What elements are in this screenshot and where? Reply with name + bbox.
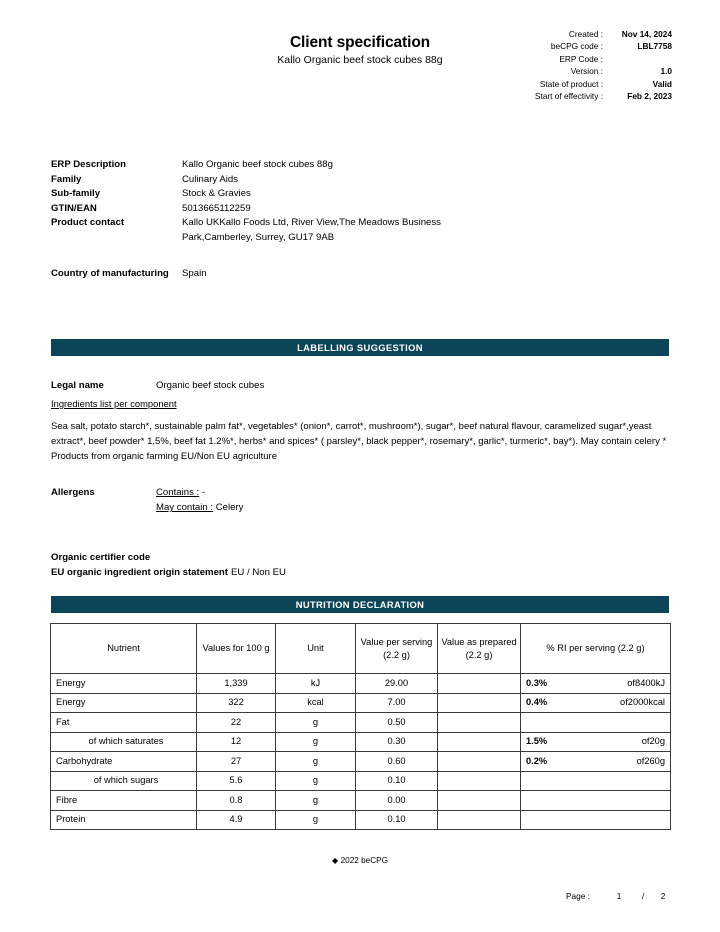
- organic-origin-value: EU / Non EU: [231, 566, 286, 578]
- allergens-may-contain-line: [156, 500, 243, 515]
- info-row-country: [51, 267, 481, 282]
- allergens-contains-value: -: [201, 487, 206, 498]
- ri-reference-base: of2000kcal: [620, 697, 665, 708]
- table-row: [51, 674, 671, 694]
- page-number-block: [566, 891, 672, 901]
- cell-value-per-serving: 7.00: [356, 693, 438, 713]
- cell-value-per-serving: 0.10: [356, 810, 438, 830]
- cell-unit: g: [276, 752, 356, 772]
- cell-value-as-prepared: [438, 810, 521, 830]
- page-number-current: 1: [616, 891, 622, 901]
- organic-block: [51, 551, 551, 580]
- table-row: [51, 732, 671, 752]
- ri-percentage: 0.2%: [526, 755, 548, 766]
- column-header: Value as prepared (2.2 g): [438, 624, 521, 674]
- section-banner-labelling-suggestion: LABELLING SUGGESTION: [51, 339, 669, 356]
- info-spacer: [51, 246, 481, 267]
- column-header: Nutrient: [51, 624, 197, 674]
- table-row: [51, 693, 671, 713]
- cell-nutrient-name: of which saturates: [51, 732, 197, 752]
- meta-row: [517, 28, 672, 40]
- page-number-label: Page :: [566, 891, 590, 901]
- info-value: 5013665112259: [182, 202, 251, 214]
- meta-row: [517, 53, 672, 65]
- table-row: [51, 771, 671, 791]
- info-value: Kallo UKKallo Foods Ltd, River View,The Meadows Business Park,Camberley, Surrey, GU17 9AB: [182, 217, 441, 243]
- organic-certifier-label: Organic certifier code: [51, 552, 151, 563]
- cell-unit: kcal: [276, 693, 356, 713]
- cell-value-100g: 5.6: [197, 771, 276, 791]
- diamond-icon: ◆: [332, 856, 339, 865]
- cell-nutrient-name: Fibre: [51, 791, 197, 811]
- cell-value-as-prepared: [438, 732, 521, 752]
- table-row: [51, 810, 671, 830]
- copyright-notice: [0, 855, 720, 865]
- legal-name-label: Legal name: [51, 380, 104, 391]
- ri-reference-base: of20g: [641, 736, 665, 747]
- cell-nutrient-name: Fat: [51, 713, 197, 733]
- ri-percentage: 0.4%: [526, 697, 548, 708]
- cell-value-as-prepared: [438, 752, 521, 772]
- ingredients-list-text: Sea salt, potato starch*, sustainable palm fat*, vegetables* (onion*, carrot*, mushroom*), sugar*, beef natural flavour, caramelized sugar*,yeast extract*, beef powder* 1,5%, beef fat 1.2%*, herbs* and spices* ( parsley*, black pepper*, rosemary*, garlic*, turmeric*, bay*). May contain celery * Products from organic farming EU/Non EU agriculture: [51, 421, 667, 462]
- organic-origin-label: EU organic ingredient origin statement: [51, 566, 228, 578]
- copyright-text: 2022 beCPG: [340, 856, 388, 865]
- cell-ri-per-serving: [521, 674, 671, 694]
- meta-label: Created :: [568, 29, 603, 39]
- cell-value-per-serving: 29.00: [356, 674, 438, 694]
- meta-value: 1.0: [660, 66, 672, 77]
- meta-value: Feb 2, 2023: [627, 91, 672, 102]
- meta-row: [517, 78, 672, 90]
- cell-unit: g: [276, 771, 356, 791]
- ri-percentage: 1.5%: [526, 736, 548, 747]
- page-number-total: 2: [660, 891, 666, 901]
- meta-row: [517, 40, 672, 52]
- section-banner-nutrition-declaration: NUTRITION DECLARATION: [51, 596, 669, 613]
- cell-ri-per-serving: [521, 732, 671, 752]
- product-info-block: [51, 158, 481, 281]
- allergens-contains-line: [156, 485, 243, 500]
- cell-value-per-serving: 0.50: [356, 713, 438, 733]
- meta-row: [517, 65, 672, 77]
- cell-value-100g: 0.8: [197, 791, 276, 811]
- cell-nutrient-name: Energy: [51, 693, 197, 713]
- cell-value-100g: 4.9: [197, 810, 276, 830]
- info-row: [51, 216, 481, 245]
- ri-reference-base: of260g: [636, 755, 665, 766]
- cell-unit: kJ: [276, 674, 356, 694]
- page-subtitle: Kallo Organic beef stock cubes 88g: [277, 54, 443, 66]
- table-row: [51, 713, 671, 733]
- cell-value-100g: 27: [197, 752, 276, 772]
- info-label: Product contact: [51, 217, 125, 229]
- cell-ri-per-serving: [521, 810, 671, 830]
- organic-origin-row: [51, 566, 551, 581]
- info-row: [51, 173, 481, 188]
- meta-value: LBL7758: [637, 41, 672, 52]
- meta-value: Nov 14, 2024: [621, 29, 672, 39]
- organic-certifier-row: [51, 551, 551, 566]
- ri-reference-base: of8400kJ: [627, 677, 665, 688]
- ingredients-list-heading: Ingredients list per component: [51, 398, 177, 409]
- ri-percentage: 0.3%: [526, 677, 548, 688]
- info-row: [51, 202, 481, 217]
- meta-label: Version :: [570, 66, 603, 77]
- info-label: ERP Description: [51, 159, 126, 170]
- info-value: Stock & Gravies: [182, 188, 251, 200]
- cell-nutrient-name: Energy: [51, 674, 197, 694]
- info-row: [51, 158, 481, 173]
- cell-ri-per-serving: [521, 693, 671, 713]
- cell-unit: g: [276, 810, 356, 830]
- meta-value: [610, 53, 672, 65]
- meta-label: ERP Code :: [559, 53, 603, 64]
- table-header-row: [51, 624, 671, 674]
- info-value-country: Spain: [182, 267, 207, 279]
- cell-value-as-prepared: [438, 713, 521, 733]
- legal-name-value: Organic beef stock cubes: [156, 380, 265, 391]
- info-label: Family: [51, 173, 82, 185]
- meta-row: [517, 90, 672, 102]
- cell-value-per-serving: 0.60: [356, 752, 438, 772]
- table-row: [51, 752, 671, 772]
- info-label: GTIN/EAN: [51, 202, 97, 214]
- cell-unit: g: [276, 713, 356, 733]
- meta-value: Valid: [652, 78, 672, 89]
- allergens-may-contain-label: May contain :: [156, 502, 214, 514]
- column-header: Values for 100 g: [197, 624, 276, 674]
- cell-ri-per-serving: [521, 713, 671, 733]
- cell-ri-per-serving: [521, 791, 671, 811]
- allergens-values: [156, 485, 243, 516]
- info-value: Kallo Organic beef stock cubes 88g: [182, 159, 333, 170]
- page-title: Client specification: [289, 34, 431, 51]
- meta-label: beCPG code :: [550, 41, 603, 52]
- cell-ri-per-serving: [521, 771, 671, 791]
- cell-value-100g: 1,339: [197, 674, 276, 694]
- cell-ri-per-serving: [521, 752, 671, 772]
- cell-value-per-serving: 0.30: [356, 732, 438, 752]
- document-meta-table: [517, 28, 672, 102]
- info-label-country: Country of manufacturing: [51, 267, 169, 279]
- cell-value-100g: 12: [197, 732, 276, 752]
- allergens-may-contain-value: Celery: [215, 502, 244, 514]
- column-header: Value per serving (2.2 g): [356, 624, 438, 674]
- nutrition-declaration-table: [50, 623, 671, 830]
- allergens-contains-label: Contains :: [156, 487, 200, 498]
- document-header: [0, 0, 720, 125]
- cell-nutrient-name: of which sugars: [51, 771, 197, 791]
- info-label: Sub-family: [51, 188, 101, 200]
- cell-value-100g: 22: [197, 713, 276, 733]
- cell-value-100g: 322: [197, 693, 276, 713]
- page-number-separator: /: [641, 891, 645, 901]
- allergens-label: Allergens: [51, 487, 95, 498]
- cell-value-as-prepared: [438, 771, 521, 791]
- cell-nutrient-name: Carbohydrate: [51, 752, 197, 772]
- legal-name-row: [51, 379, 671, 393]
- table-row: [51, 791, 671, 811]
- column-header: % RI per serving (2.2 g): [521, 624, 671, 674]
- cell-value-per-serving: 0.10: [356, 771, 438, 791]
- meta-label: Start of effectivity :: [534, 91, 603, 102]
- cell-value-as-prepared: [438, 674, 521, 694]
- allergens-block: [51, 485, 551, 516]
- info-row: [51, 187, 481, 202]
- cell-nutrient-name: Protein: [51, 810, 197, 830]
- cell-value-as-prepared: [438, 693, 521, 713]
- cell-value-per-serving: 0.00: [356, 791, 438, 811]
- meta-label: State of product :: [539, 78, 603, 89]
- cell-value-as-prepared: [438, 791, 521, 811]
- column-header: Unit: [276, 624, 356, 674]
- cell-unit: g: [276, 791, 356, 811]
- cell-unit: g: [276, 732, 356, 752]
- info-value: Culinary Aids: [182, 173, 238, 185]
